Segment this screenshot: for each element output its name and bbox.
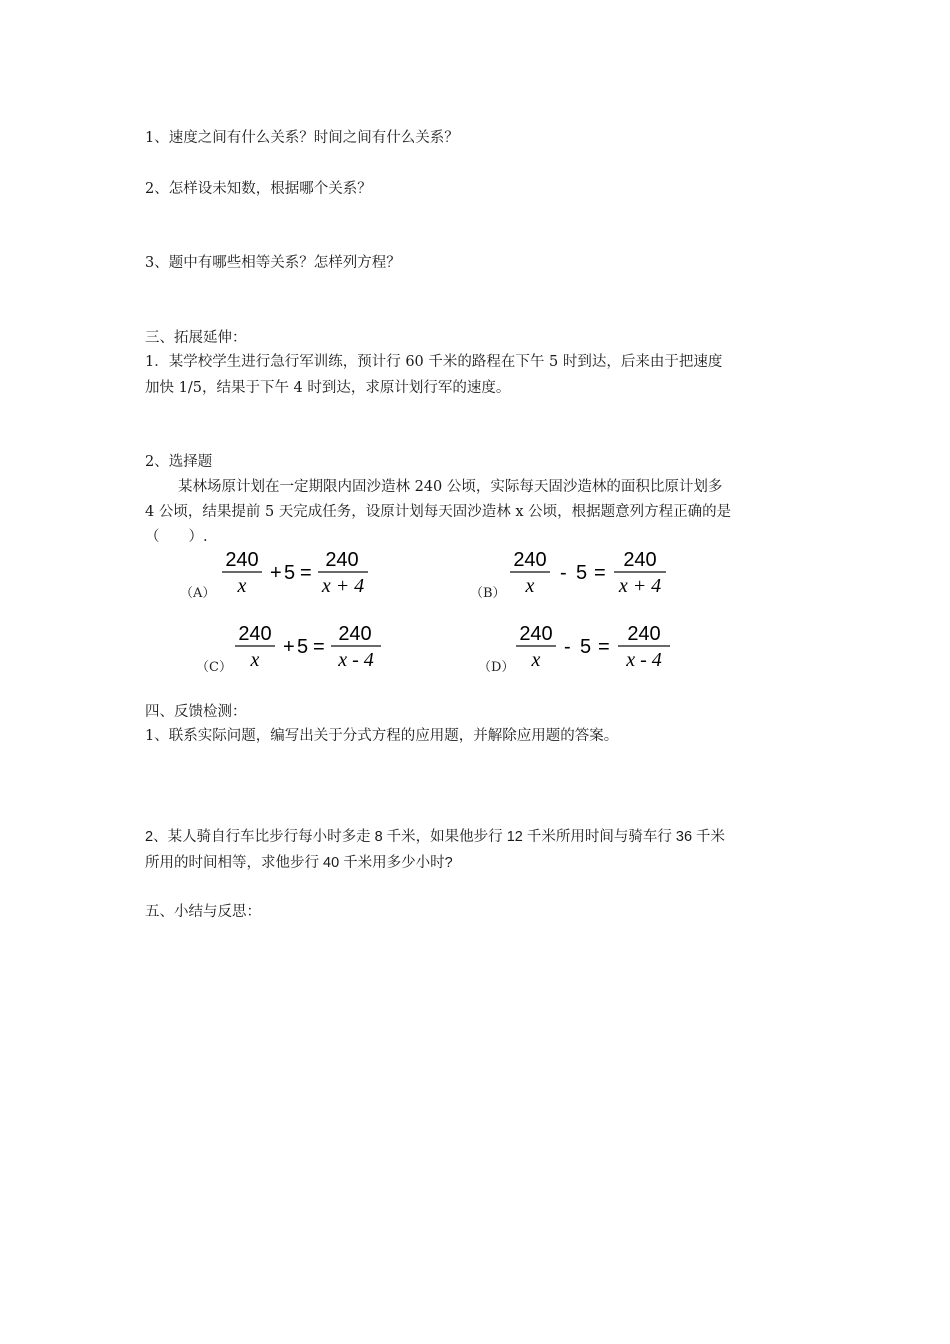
option-a-constant: 5 <box>284 562 296 584</box>
option-d-label: （D） <box>478 660 515 675</box>
choice-question-line2: 4 公顷，结果提前 5 天完成任务，设原计划每天固沙造林 x 公顷，根据题意列方程正确的是 <box>145 504 732 520</box>
option-b-constant: 5 <box>576 562 588 584</box>
option-c-numerator-right: 240 <box>338 623 372 645</box>
section-3-heading: 三、拓展延伸： <box>145 330 247 346</box>
option-c-denominator-left: x <box>250 649 260 671</box>
section-5-heading: 五、小结与反思： <box>145 904 261 920</box>
option-c-denominator-right: x - 4 <box>338 649 374 671</box>
option-a-numerator-left: 240 <box>225 549 259 571</box>
option-a-equals: = <box>300 562 312 584</box>
option-b-operator: - <box>560 562 567 584</box>
feedback-q1: 1、联系实际问题，编写出关于分式方程的应用题，并解除应用题的答案。 <box>145 728 619 744</box>
option-a-equation <box>220 546 380 598</box>
option-d-numerator-right: 240 <box>627 623 661 645</box>
option-d-constant: 5 <box>580 636 592 658</box>
option-b-equation <box>508 546 678 598</box>
option-d-denominator-left: x <box>531 649 541 671</box>
option-d-numerator-left: 240 <box>519 623 553 645</box>
option-d-operator: - <box>564 636 571 658</box>
choice-question-line3: （ ）. <box>145 529 208 545</box>
option-a-denominator-right: x + 4 <box>321 575 365 597</box>
option-a-label: （A） <box>180 586 216 601</box>
option-d-equals: = <box>598 636 610 658</box>
choice-question-title: 2、选择题 <box>145 454 213 470</box>
question-3: 3、题中有哪些相等关系？怎样列方程？ <box>145 255 401 271</box>
option-b-label: （B） <box>470 586 506 601</box>
extension-q1-line1: 1．某学校学生进行急行军训练，预计行 60 千米的路程在下午 5 时到达，后来由于把速度 <box>145 354 723 370</box>
option-b-denominator-left: x <box>525 575 535 597</box>
option-a-operator: + <box>270 562 282 584</box>
question-1: 1、速度之间有什么关系？时间之间有什么关系？ <box>145 130 459 146</box>
option-a-numerator-right: 240 <box>325 549 359 571</box>
extension-q1-line2: 加快 1/5，结果于下午 4 时到达，求原计划行军的速度。 <box>145 380 511 396</box>
option-c-constant: 5 <box>297 636 309 658</box>
option-c-numerator-left: 240 <box>238 623 272 645</box>
question-2: 2、怎样设未知数，根据哪个关系？ <box>145 181 372 197</box>
option-c-equation <box>233 620 393 672</box>
option-b-numerator-left: 240 <box>513 549 547 571</box>
feedback-q2-line1: 2、某人骑自行车比步行每小时多走 8 千米，如果他步行 12 千米所用时间与骑车行 36 千米 <box>145 829 726 845</box>
section-4-heading: 四、反馈检测： <box>145 704 247 720</box>
option-a-denominator-left: x <box>237 575 247 597</box>
option-c-operator: + <box>283 636 295 658</box>
option-c-equals: = <box>313 636 325 658</box>
option-d-denominator-right: x - 4 <box>626 649 662 671</box>
option-c-label: （C） <box>196 660 232 675</box>
option-b-equals: = <box>594 562 606 584</box>
option-b-numerator-right: 240 <box>623 549 657 571</box>
option-b-denominator-right: x + 4 <box>618 575 662 597</box>
choice-question-line1: 某林场原计划在一定期限内固沙造林 240 公顷，实际每天固沙造林的面积比原计划多 <box>178 479 723 495</box>
feedback-q2-line2: 所用的时间相等，求他步行 40 千米用多少小时? <box>145 855 453 871</box>
option-d-equation <box>514 620 684 672</box>
